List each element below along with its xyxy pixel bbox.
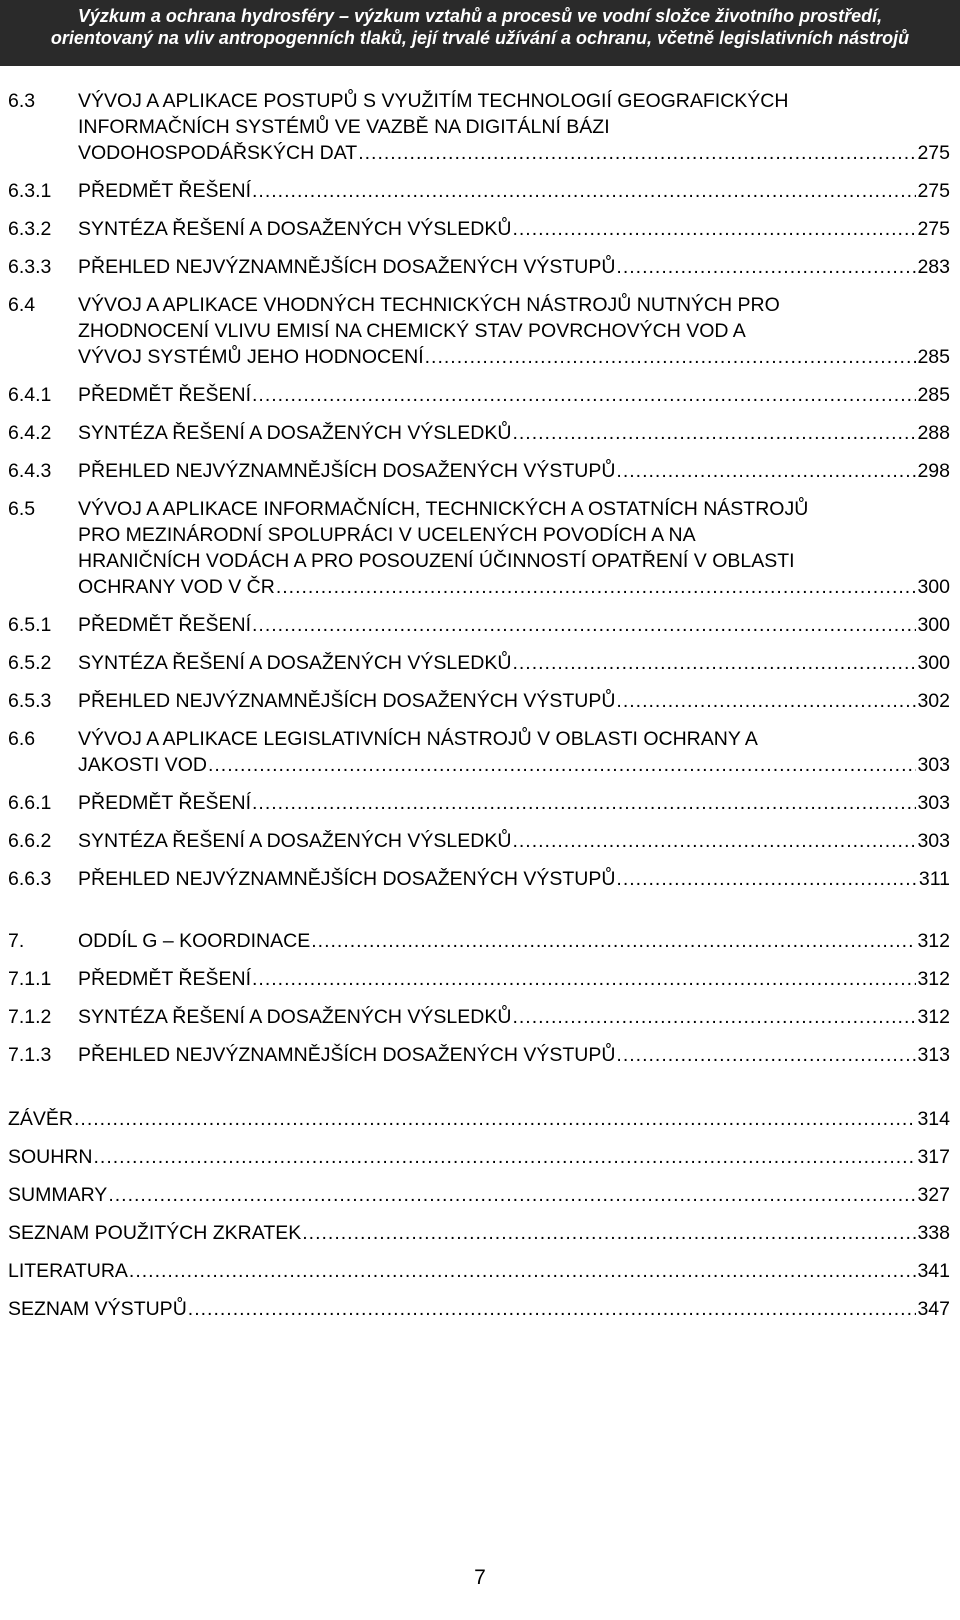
toc-entry-number: 6.4.1 [8,384,52,406]
toc-entry[interactable] [8,1144,950,1170]
toc-entry-leader-line [78,612,950,638]
toc-entry-title: PŘEDMĚT ŘEŠENÍ [78,968,252,990]
toc-entry[interactable] [8,1042,950,1068]
header-line-1: Výzkum a ochrana hydrosféry – výzkum vztahů a procesů ve vodní složce životního prostředí, [77,6,883,26]
toc-entry-title: PŘEHLED NEJVÝZNAMNĚJŠÍCH DOSAŽENÝCH VÝSTUPŮ [78,690,616,712]
dot-leader [616,1042,916,1068]
toc-entry-title: PŘEHLED NEJVÝZNAMNĚJŠÍCH DOSAŽENÝCH VÝSTUPŮ [78,868,616,890]
toc-entry-page: 314 [917,1108,950,1130]
toc-entry-leader-line [8,1182,950,1208]
dot-leader [129,1258,917,1284]
toc-entry-title-line: VÝVOJ A APLIKACE POSTUPŮ S VYUŽITÍM TECHNOLOGIÍ GEOGRAFICKÝCH [78,90,789,112]
toc-entry-body [78,88,950,166]
dot-leader [188,1296,917,1322]
toc-entry-page: 312 [917,968,950,990]
toc-entry[interactable] [8,928,950,954]
toc-entry-title: OCHRANY VOD V ČR [78,576,275,598]
dot-leader [512,650,916,676]
toc-entry-page: 311 [918,868,950,890]
toc-entry-body [8,1220,950,1246]
toc-entry-body [78,382,950,408]
toc-entry-number: 7. [8,930,25,952]
dot-leader [302,1220,916,1246]
toc-entry-page: 341 [917,1260,950,1282]
toc-entry-page: 300 [917,576,950,598]
toc-entry-page: 285 [917,384,950,406]
toc-entry-page: 275 [917,180,950,202]
toc-entry[interactable] [8,382,950,408]
toc-entry-title: ODDÍL G – KOORDINACE [78,930,311,952]
toc-entry-page: 347 [917,1298,950,1320]
toc-entry-leader-line [78,966,950,992]
toc-entry-body [78,612,950,638]
toc-entry-leader-line [78,650,950,676]
toc-entry-number: 6.6.3 [8,868,52,890]
toc-entry-number: 6.5 [8,498,36,520]
toc-entry-page: 303 [917,754,950,776]
toc-entry-page: 312 [917,930,950,952]
toc-entry-leader-line [78,254,950,280]
toc-entry-body [78,458,950,484]
header-line-2: orientovaný na vliv antropogenních tlaků, její trvalé užívání a ochranu, včetně legislativních nástrojů [50,28,910,48]
toc-entry-title-line: INFORMAČNÍCH SYSTÉMŮ VE VAZBĚ NA DIGITÁLNÍ BÁZI [78,116,610,138]
dot-leader [311,928,916,954]
toc-entry[interactable] [8,828,950,854]
toc-entry-title: ZÁVĚR [8,1108,74,1130]
toc-entry-page: 300 [917,652,950,674]
toc-entry-title: SYNTÉZA ŘEŠENÍ A DOSAŽENÝCH VÝSLEDKŮ [78,422,512,444]
toc-entry-title: PŘEDMĚT ŘEŠENÍ [78,180,252,202]
toc-entry-title: JAKOSTI VOD [78,754,207,776]
page-number: 7 [474,1566,486,1589]
toc-entry[interactable] [8,1106,950,1132]
dot-leader [512,420,916,446]
toc-entry-number: 7.1.3 [8,1044,52,1066]
toc-entry-title: PŘEDMĚT ŘEŠENÍ [78,614,252,636]
toc-entry[interactable] [8,866,950,892]
toc-entry-body [78,496,950,600]
toc-entry-leader-line [78,752,950,778]
toc-entry-leader-line [78,828,950,854]
toc-entry-leader-line [78,1004,950,1030]
toc-entry-title: SEZNAM POUŽITÝCH ZKRATEK [8,1222,302,1244]
toc-entry-title: PŘEDMĚT ŘEŠENÍ [78,792,252,814]
toc-entry[interactable] [8,612,950,638]
toc-entry-title-line: HRANIČNÍCH VODÁCH A PRO POSOUZENÍ ÚČINNOSTÍ OPATŘENÍ V OBLASTI [78,550,795,572]
toc-entry-title: SYNTÉZA ŘEŠENÍ A DOSAŽENÝCH VÝSLEDKŮ [78,830,512,852]
toc-entry[interactable] [8,496,950,600]
toc-entry-leader-line [8,1106,950,1132]
toc-entry-leader-line [78,458,950,484]
toc-entry[interactable] [8,1258,950,1284]
toc-entry-title: PŘEHLED NEJVÝZNAMNĚJŠÍCH DOSAŽENÝCH VÝSTUPŮ [78,256,616,278]
toc-entry[interactable] [8,254,950,280]
dot-leader [512,828,916,854]
dot-leader [208,752,917,778]
toc-entry-leader-line [8,1258,950,1284]
toc-entry-leader-line [78,574,950,600]
toc-entry-leader-line [78,344,950,370]
toc-entry-title: SYNTÉZA ŘEŠENÍ A DOSAŽENÝCH VÝSLEDKŮ [78,218,512,240]
dot-leader [74,1106,916,1132]
toc-entry-leader-line [78,1042,950,1068]
toc-entry[interactable] [8,966,950,992]
toc-entry[interactable] [8,790,950,816]
dot-leader [616,688,916,714]
dot-leader [252,612,916,638]
toc-entry-title: VÝVOJ SYSTÉMŮ JEHO HODNOCENÍ [78,346,424,368]
toc-entry-leader-line [8,1296,950,1322]
toc-entry-title: LITERATURA [8,1260,128,1282]
toc-entry-page: 338 [917,1222,950,1244]
toc-entry-leader-line [78,216,950,242]
toc-entry-title: SEZNAM VÝSTUPŮ [8,1298,187,1320]
toc-entry-body [8,1258,950,1284]
toc-entry-leader-line [78,790,950,816]
toc-entry-number: 6.4.2 [8,422,52,444]
toc-entry-title: SYNTÉZA ŘEŠENÍ A DOSAŽENÝCH VÝSLEDKŮ [78,652,512,674]
toc-entry-number: 6.3 [8,90,36,112]
toc-section-gap [8,904,950,928]
toc-entry[interactable] [8,292,950,370]
toc-entry-number: 6.5.1 [8,614,52,636]
toc-entry-body [78,178,950,204]
toc-entry-page: 275 [917,142,950,164]
toc-entry-leader-line [78,928,950,954]
toc-entry-page: 303 [917,792,950,814]
toc-entry-page: 303 [917,830,950,852]
dot-leader [616,254,916,280]
toc-entry-number: 6.6 [8,728,36,750]
toc-entry-body [78,790,950,816]
toc-entry-number: 6.6.1 [8,792,52,814]
toc-entry-body [78,928,950,954]
toc-entry-leader-line [78,866,950,892]
toc-entry-title-line: PRO MEZINÁRODNÍ SPOLUPRÁCI V UCELENÝCH POVODÍCH A NA [78,524,696,546]
toc-entry-number: 6.6.2 [8,830,52,852]
dot-leader [252,382,916,408]
toc-entry-number: 6.5.2 [8,652,52,674]
table-of-contents [8,88,950,1334]
toc-entry-number: 6.3.1 [8,180,52,202]
toc-entry[interactable] [8,650,950,676]
toc-entry-leader-line [8,1220,950,1246]
toc-entry-title: SYNTÉZA ŘEŠENÍ A DOSAŽENÝCH VÝSLEDKŮ [78,1006,512,1028]
toc-entry-number: 6.4 [8,294,36,316]
toc-entry[interactable] [8,458,950,484]
toc-entry[interactable] [8,1004,950,1030]
toc-entry-page: 313 [917,1044,950,1066]
dot-leader [108,1182,916,1208]
toc-entry-page: 298 [917,460,950,482]
toc-entry-body [78,688,950,714]
toc-entry-page: 327 [917,1184,950,1206]
toc-entry-number: 6.5.3 [8,690,52,712]
toc-entry-body [78,726,950,778]
toc-entry-title: PŘEHLED NEJVÝZNAMNĚJŠÍCH DOSAŽENÝCH VÝSTUPŮ [78,1044,616,1066]
toc-entry-title-line: VÝVOJ A APLIKACE LEGISLATIVNÍCH NÁSTROJŮ V OBLASTI OCHRANY A [78,728,758,750]
toc-entry-body [78,828,950,854]
dot-leader [616,458,916,484]
toc-entry-page: 288 [917,422,950,444]
toc-entry-number: 6.3.3 [8,256,52,278]
dot-leader [425,344,917,370]
toc-entry-title: VODOHOSPODÁŘSKÝCH DAT [78,142,358,164]
toc-entry-leader-line [78,140,950,166]
toc-entry-body [8,1106,950,1132]
toc-entry-body [78,966,950,992]
running-header [0,0,960,66]
toc-entry-title: PŘEDMĚT ŘEŠENÍ [78,384,252,406]
toc-entry-leader-line [8,1144,950,1170]
toc-entry-body [78,292,950,370]
dot-leader [276,574,917,600]
dot-leader [512,1004,916,1030]
toc-entry-page: 302 [917,690,950,712]
dot-leader [358,140,916,166]
toc-entry-leader-line [78,688,950,714]
toc-entry-page: 283 [917,256,950,278]
toc-entry-body [8,1182,950,1208]
toc-entry[interactable] [8,1296,950,1322]
toc-entry-title-line: VÝVOJ A APLIKACE VHODNÝCH TECHNICKÝCH NÁSTROJŮ NUTNÝCH PRO [78,294,780,316]
toc-entry-leader-line [78,178,950,204]
toc-entry-number: 7.1.1 [8,968,52,990]
toc-entry-title: SUMMARY [8,1184,108,1206]
toc-entry[interactable] [8,688,950,714]
toc-entry-leader-line [78,420,950,446]
toc-entry-page: 312 [917,1006,950,1028]
toc-entry-body [78,1004,950,1030]
toc-entry-number: 6.4.3 [8,460,52,482]
toc-entry[interactable] [8,420,950,446]
toc-entry-leader-line [78,382,950,408]
toc-entry[interactable] [8,1182,950,1208]
toc-entry-body [8,1296,950,1322]
toc-entry-page: 300 [917,614,950,636]
toc-entry-body [78,254,950,280]
toc-entry-body [78,216,950,242]
toc-entry-title: PŘEHLED NEJVÝZNAMNĚJŠÍCH DOSAŽENÝCH VÝSTUPŮ [78,460,616,482]
toc-entry-page: 317 [917,1146,950,1168]
dot-leader [252,178,916,204]
toc-entry-number: 7.1.2 [8,1006,52,1028]
toc-entry-body [8,1144,950,1170]
toc-entry-title-line: ZHODNOCENÍ VLIVU EMISÍ NA CHEMICKÝ STAV POVRCHOVÝCH VOD A [78,320,746,342]
toc-entry[interactable] [8,1220,950,1246]
dot-leader [252,966,916,992]
toc-entry-page: 275 [917,218,950,240]
dot-leader [512,216,916,242]
toc-entry[interactable] [8,88,950,166]
toc-entry[interactable] [8,726,950,778]
toc-entry-number: 6.3.2 [8,218,52,240]
dot-leader [94,1144,917,1170]
toc-section-gap [8,1080,950,1106]
toc-entry-page: 285 [917,346,950,368]
toc-entry-body [78,1042,950,1068]
toc-entry[interactable] [8,178,950,204]
dot-leader [252,790,916,816]
toc-entry-body [78,866,950,892]
toc-entry-body [78,650,950,676]
toc-entry[interactable] [8,216,950,242]
toc-entry-body [78,420,950,446]
dot-leader [616,866,917,892]
toc-entry-title: SOUHRN [8,1146,93,1168]
toc-entry-title-line: VÝVOJ A APLIKACE INFORMAČNÍCH, TECHNICKÝCH A OSTATNÍCH NÁSTROJŮ [78,498,809,520]
